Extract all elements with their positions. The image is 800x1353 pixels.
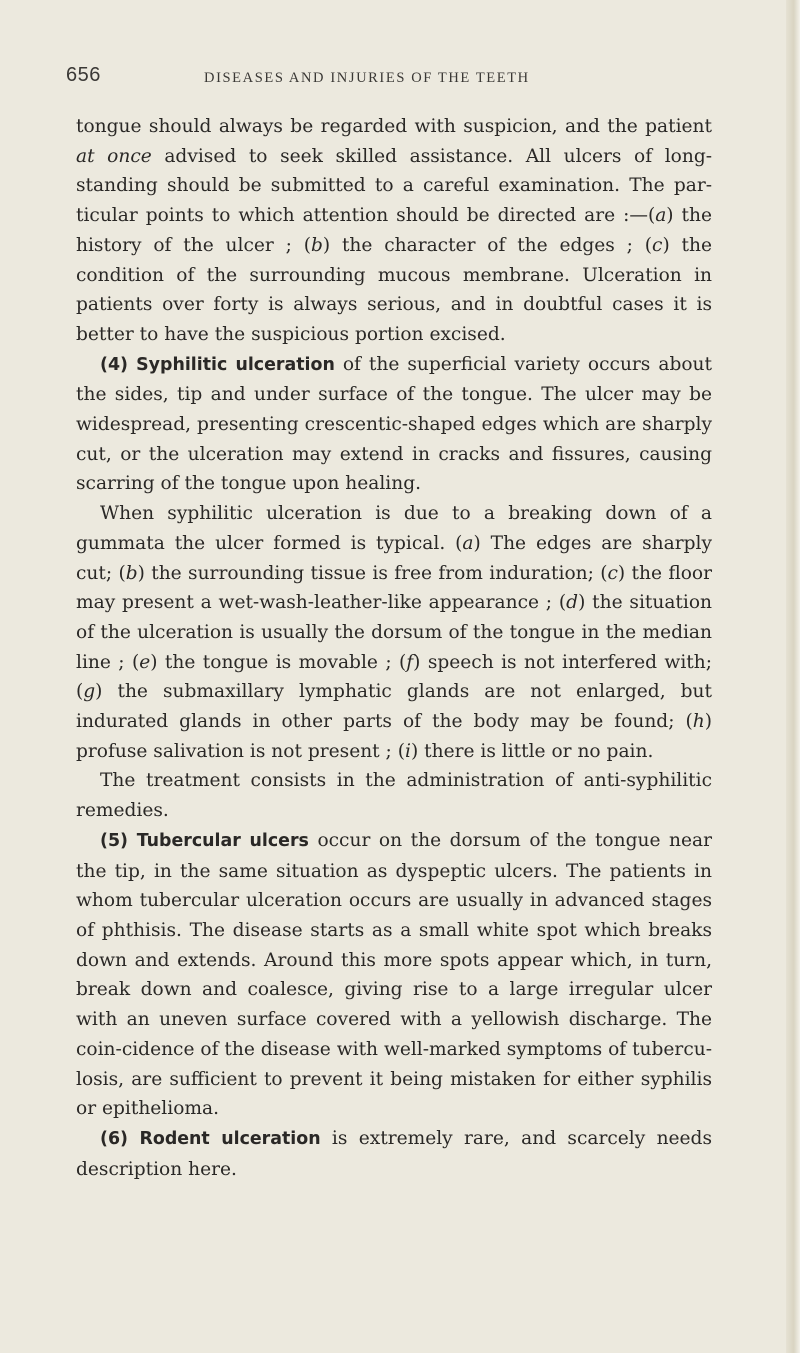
text-run: ) The edges are sharply cut; ( (76, 532, 712, 584)
text-run-italic: h (692, 711, 705, 733)
text-run: When syphilitic ulceration is due to a breaking down of a gummata the ulcer formed is typical. ( (76, 503, 712, 554)
text-run: ) the submaxillary lymphatic glands are not enlarged, but indurated glands in other parts of the body may be found; ( (76, 681, 712, 733)
page-number: 656 (66, 64, 101, 86)
text-run-italic: f (406, 651, 414, 673)
text-run: is extremely rare, and scarcely needs description here. (76, 1127, 712, 1180)
text-run: ) the tongue is movable ; ( (150, 651, 407, 673)
paragraph-rodent-ulceration (76, 1124, 712, 1184)
text-run-italic: d (566, 592, 579, 614)
section-heading-syphilitic: (4) Syphilitic ulceration (100, 354, 335, 375)
text-run: ) profuse salivation is not present ; ( (76, 711, 712, 762)
text-run-italic: a (655, 205, 667, 227)
text-run-italic: b (310, 234, 323, 256)
paragraph-treatment (76, 766, 712, 825)
text-run: ) the history of the ulcer ; ( (76, 205, 712, 256)
text-run: ) the character of the edges ; ( (322, 234, 653, 256)
body-text (76, 112, 712, 1184)
text-run-italic: g (83, 681, 96, 703)
paragraph-continuation (76, 112, 712, 350)
page-edge-shadow (786, 0, 800, 1353)
running-head: DISEASES AND INJURIES OF THE TEETH (204, 70, 530, 86)
text-run-italic: c (607, 562, 618, 584)
text-run: tongue should always be regarded with suspicion, and the patient (76, 116, 712, 137)
text-run-italic: e (139, 651, 151, 673)
text-run: ) the floor may present a wet-wash-leather-like appearance ; ( (76, 562, 712, 614)
paragraph-syphilitic-ulceration (76, 350, 712, 500)
page-header (66, 64, 706, 100)
text-run: occur on the dorsum of the tongue near the tip, in the same situation as dyspeptic ulcers. The patients in whom tubercular ulceration occurs are usually in advanced stages of phthisis. The disease starts as a small white spot which breaks down and extends. Around this more spots appear which, in turn, break down and coalesce, giving rise to a large irregular ulcer with an uneven surface covered with a yellowish discharge. The coin-cidence of the disease with well-marked symptoms of tubercu-losis, are sufficient to prevent it being mistaken for either syphilis or epithelioma. (76, 829, 712, 1120)
text-run-italic: at once (76, 145, 152, 167)
section-heading-tubercular: (5) Tubercular ulcers (100, 830, 309, 851)
text-run: The treatment consists in the administration of anti-syphilitic remedies. (76, 770, 712, 822)
text-run-italic: c (652, 234, 663, 256)
text-run: ) the condition of the surrounding mucous membrane. Ulceration in patients over forty is always serious, and in doubtful cases it is better to have the suspicious portion excised. (76, 234, 712, 345)
section-heading-rodent: (6) Rodent ulceration (100, 1128, 321, 1149)
text-run: advised to seek skilled assistance. All ulcers of long-standing should be submitted to a careful examination. The par-ticular points to which attention should be directed are :—( (76, 145, 713, 227)
text-run: ) there is little or no pain. (410, 740, 654, 762)
paragraph-tubercular-ulcers (76, 826, 712, 1124)
text-run: ) the surrounding tissue is free from induration; ( (137, 562, 608, 584)
paragraph-gummata (76, 499, 712, 766)
text-run-italic: b (125, 562, 138, 584)
text-run-italic: i (405, 740, 411, 762)
text-run-italic: a (462, 532, 474, 554)
text-run: of the superficial variety occurs about the sides, tip and under surface of the tongue. The ulcer may be widespread, presenting crescentic-shaped edges which are sharply cut, or the ulceration may extend in cracks and fissures, causing scarring of the tongue upon healing. (76, 353, 712, 495)
text-run: ) the situation of the ulceration is usually the dorsum of the tongue in the median line ; ( (76, 592, 713, 673)
text-run: ) speech is not interfered with; ( (76, 651, 713, 703)
